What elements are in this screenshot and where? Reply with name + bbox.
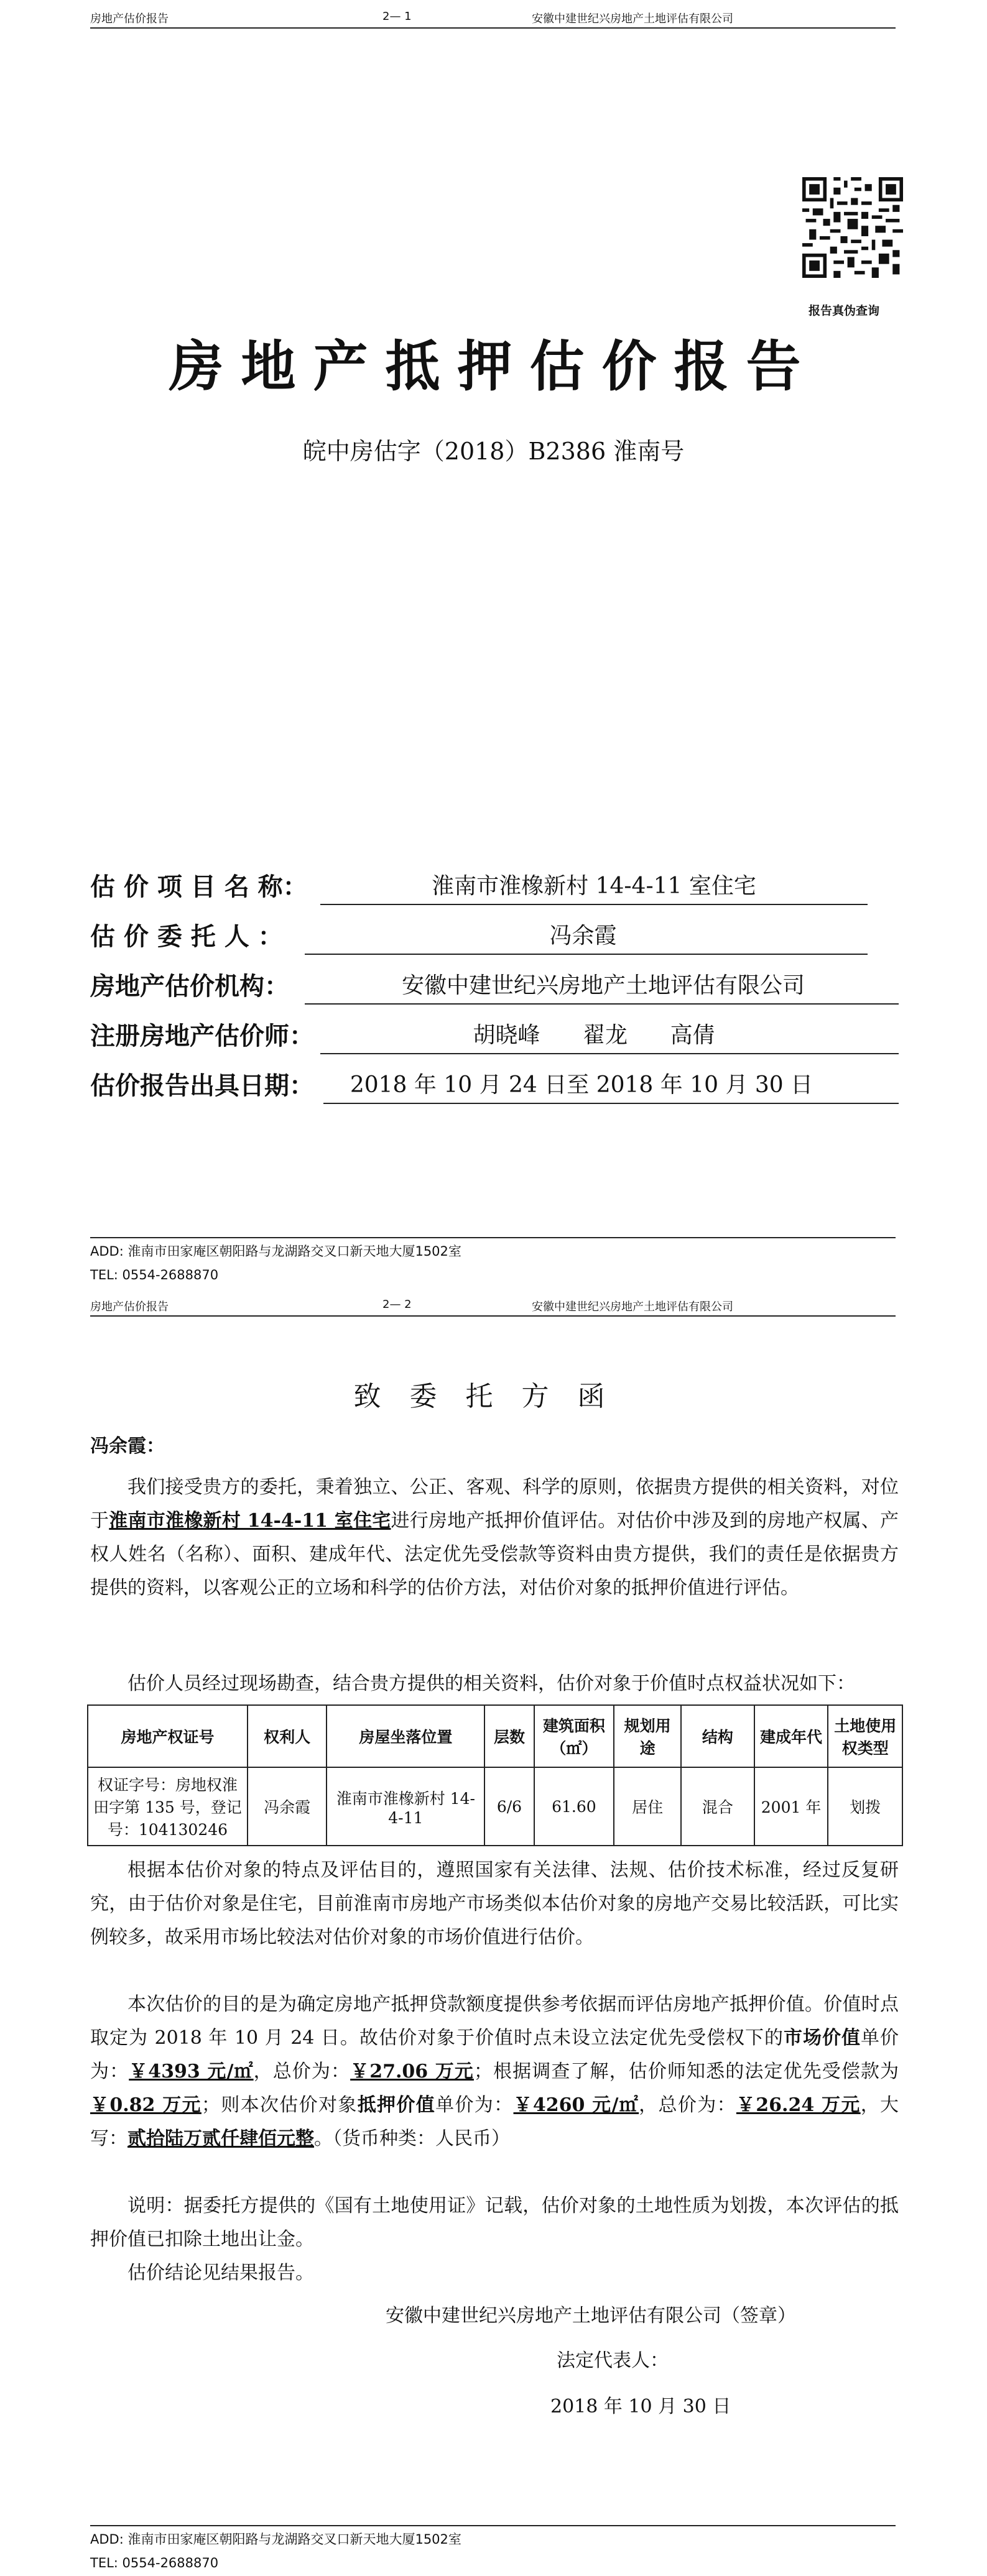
- priority-payment: ￥0.82 万元: [90, 2094, 202, 2116]
- info-underline: [305, 1003, 899, 1005]
- table-cell: 划拨: [828, 1767, 902, 1846]
- header-page-number: 2— 2: [382, 1298, 412, 1311]
- table-cell: 权证字号：房地权淮田字第 135 号，登记号：104130246: [88, 1767, 248, 1846]
- header-company: 安徽中建世纪兴房地产土地评估有限公司: [532, 1300, 733, 1313]
- header-divider: [90, 1315, 896, 1317]
- market-unit-price: ￥4393 元/㎡: [129, 2061, 254, 2082]
- paragraph-1: [90, 1471, 899, 1605]
- header-company: 安徽中建世纪兴房地产土地评估有限公司: [532, 12, 733, 25]
- table-header: 土地使用权类型: [828, 1705, 902, 1767]
- p4-text: ；根据调查了解，估价师知悉的法定优先受偿款为: [473, 2061, 899, 2082]
- footer-tel: TEL: 0554-2688870: [90, 2555, 219, 2570]
- info-underline: [320, 904, 868, 905]
- info-row-agency: [90, 971, 911, 1008]
- header-left: 房地产估价报告: [90, 1300, 169, 1313]
- table-header: 房屋坐落位置: [327, 1705, 484, 1767]
- p4-text: ，大写：: [90, 2094, 899, 2150]
- page-footer: [90, 1240, 461, 1287]
- table-header: 房地产权证号: [88, 1705, 248, 1767]
- info-value: 2018 年 10 月 24 日至 2018 年 10 月 30 日: [350, 1072, 813, 1098]
- info-label: 房地产估价机构：: [90, 972, 289, 1001]
- p4-text: ，总价为：: [253, 2061, 351, 2082]
- table-header: 建成年代: [754, 1705, 828, 1767]
- paragraph-6: 估价结论见结果报告。: [127, 2262, 314, 2284]
- p4-text: ；则本次估价对象: [201, 2094, 358, 2116]
- page-header: [90, 1294, 894, 1315]
- qr-caption: 报告真伪查询: [809, 304, 880, 318]
- table-row: [88, 1767, 902, 1846]
- mortgage-unit-price: ￥4260 元/㎡: [513, 2094, 639, 2116]
- info-value: 冯余霞: [549, 923, 617, 949]
- report-number: 皖中房估字（2018）B2386 淮南号: [302, 438, 685, 465]
- header-page-number: 2— 1: [382, 10, 412, 23]
- header-divider: [90, 27, 896, 29]
- page-footer: [90, 2528, 461, 2575]
- paragraph-3: 根据本估价对象的特点及评估目的，遵照国家有关法律、法规、估价技术标准，经过反复研究，由于估价对象是住宅，目前淮南市房地产市场类似本估价对象的房地产交易比较活跃，可比实例较多，故采用市场比较法对估价对象的市场价值进行估价。: [90, 1859, 899, 1948]
- info-row-project: [90, 872, 911, 909]
- market-value-label: 市场价值: [783, 2027, 861, 2049]
- property-address: 淮南市淮橡新村 14-4-11 室住宅: [109, 1510, 391, 1532]
- info-value: 安徽中建世纪兴房地产土地评估有限公司: [401, 973, 805, 998]
- footer-tel: TEL: 0554-2688870: [90, 1267, 219, 1282]
- p1-text: 进行房地产抵押价值评估。对估价中涉及到的房地产权属、产权人姓名（名称）、面积、建成年代、法定优先受偿款等资料由贵方提供，我们的责任是依据贵方提供的资料，以客观公正的立场和科学的估价方法，对估价对象的抵押价值进行评估。: [90, 1510, 899, 1599]
- mortgage-value-label: 抵押价值: [357, 2094, 436, 2116]
- market-total-price: ￥27.06 万元: [350, 2061, 474, 2082]
- info-underline: [305, 954, 868, 955]
- table-cell: 居住: [614, 1767, 681, 1846]
- p4-text: ，总价为：: [639, 2094, 736, 2116]
- table-cell: 6/6: [484, 1767, 534, 1846]
- footer-address: ADD: 淮南市田家庵区朝阳路与龙湖路交叉口新天地大厦1502室: [90, 2532, 461, 2547]
- report-title: 房地产抵押估价报告: [169, 334, 818, 398]
- table-cell: 2001 年: [754, 1767, 828, 1846]
- table-cell: 混合: [681, 1767, 754, 1846]
- table-cell: 淮南市淮橡新村 14-4-11: [327, 1767, 484, 1846]
- table-header: 层数: [484, 1705, 534, 1767]
- qr-code-icon[interactable]: [802, 177, 903, 278]
- footer-divider: [90, 2525, 896, 2526]
- page-header: [90, 6, 894, 27]
- info-label: 估 价 项 目 名 称：: [90, 873, 308, 901]
- table-cell: 冯余霞: [248, 1767, 327, 1846]
- p1-text: 我们接受贵方的委托，秉着独立、公正、客观、科学的原则，依据贵方提供的相关资料，对位于: [90, 1476, 899, 1532]
- p4-text: 单价为：: [435, 2094, 514, 2116]
- info-label: 估价报告出具日期：: [90, 1072, 314, 1100]
- p4-text: 。（货币种类：人民币）: [314, 2128, 510, 2150]
- signature-representative: 法定代表人：: [557, 2350, 669, 2371]
- info-row-date: [90, 1070, 911, 1108]
- info-value: 胡晓峰 翟龙 高倩: [473, 1023, 715, 1048]
- amount-in-words: 贰拾陆万贰仟肆佰元整: [127, 2128, 314, 2150]
- mortgage-total-price: ￥26.24 万元: [736, 2094, 861, 2116]
- info-label: 估 价 委 托 人 ：: [90, 922, 283, 951]
- table-header-row: [88, 1705, 902, 1767]
- salutation: 冯余霞：: [90, 1435, 165, 1457]
- info-underline: [320, 1053, 899, 1054]
- p4-text: 单价为：: [90, 2027, 899, 2082]
- property-table: [87, 1704, 903, 1846]
- header-left: 房地产估价报告: [90, 12, 169, 25]
- table-cell: 61.60: [534, 1767, 614, 1846]
- signature-company: 安徽中建世纪兴房地产土地评估有限公司（签章）: [386, 2305, 796, 2327]
- signature-date: 2018 年 10 月 30 日: [550, 2396, 731, 2417]
- p4-text: 本次估价的目的是为确定房地产抵押贷款额度提供参考依据而评估房地产抵押价值。价值时点取定为 2018 年 10 月 24 日。故估价对象于价值时点未设立法定优先受偿权下的: [90, 1994, 899, 2049]
- table-header: 建筑面积（㎡）: [534, 1705, 614, 1767]
- table-header: 结构: [681, 1705, 754, 1767]
- footer-divider: [90, 1237, 896, 1238]
- paragraph-5: 说明：据委托方提供的《国有土地使用证》记载，估价对象的土地性质为划拨，本次评估的抵押价值已扣除土地出让金。: [90, 2195, 899, 2250]
- table-header: 权利人: [248, 1705, 327, 1767]
- info-value: 淮南市淮橡新村 14-4-11 室住宅: [432, 873, 756, 899]
- paragraph-4: [90, 1988, 899, 2156]
- info-row-appraisers: [90, 1021, 911, 1058]
- paragraph-2: 估价人员经过现场勘查，结合贵方提供的相关资料，估价对象于价值时点权益状况如下：: [127, 1673, 855, 1695]
- info-label: 注册房地产估价师：: [90, 1022, 314, 1051]
- info-row-client: [90, 921, 911, 959]
- info-underline: [323, 1103, 899, 1104]
- letter-title: 致委托方函: [353, 1381, 634, 1412]
- table-header: 规划用途: [614, 1705, 681, 1767]
- footer-address: ADD: 淮南市田家庵区朝阳路与龙湖路交叉口新天地大厦1502室: [90, 1244, 461, 1259]
